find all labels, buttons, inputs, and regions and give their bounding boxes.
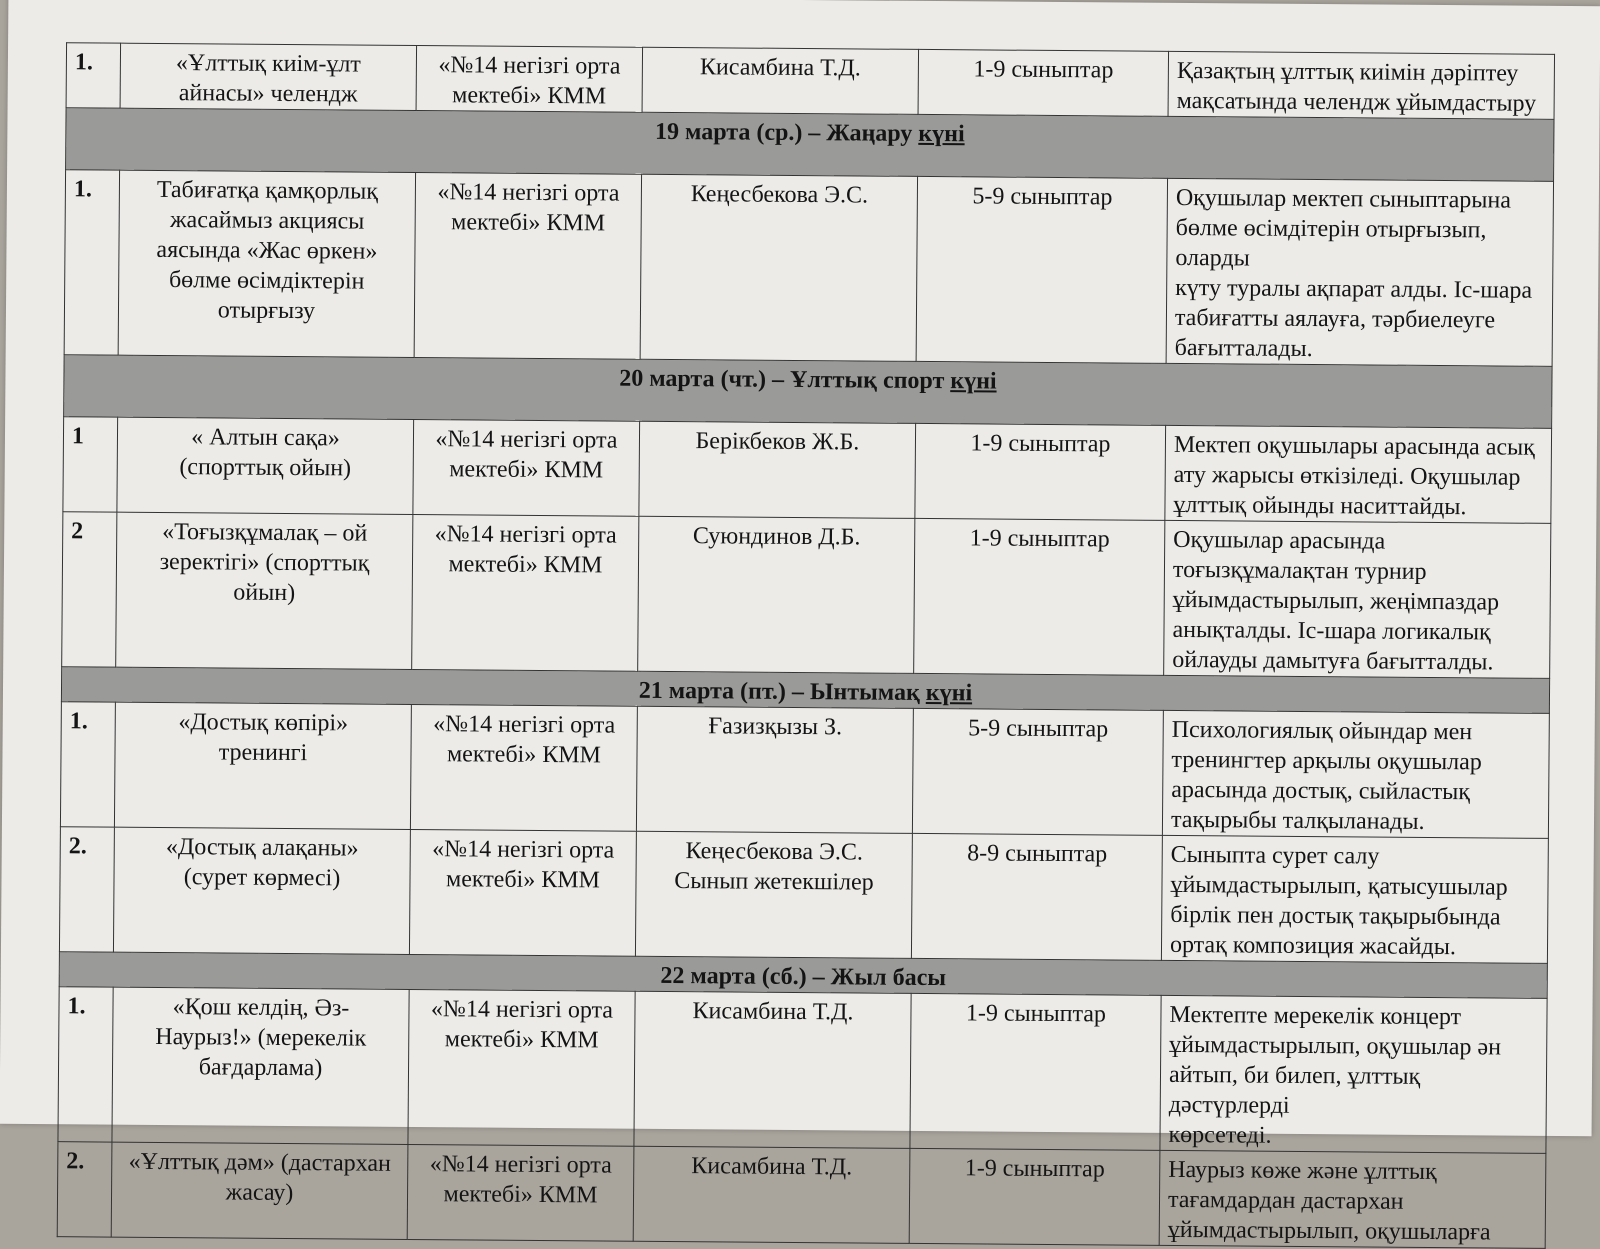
text-line: Берікбеков Ж.Б. [648, 426, 907, 458]
responsible-cell [633, 1146, 910, 1243]
text-line: Психологиялық ойындар мен [1172, 715, 1541, 748]
organization-cell [409, 829, 636, 956]
text-line: тренингтер арқылы оқушылар [1171, 745, 1540, 778]
text-line: жасау) [120, 1177, 399, 1209]
text-line: бағдарлама) [121, 1052, 400, 1084]
row-number: 2. [59, 827, 114, 952]
text-line: «№14 негізгі орта [417, 994, 626, 1026]
text-line: бөлме өсімдітерін отырғызып, оларды [1175, 213, 1544, 276]
organization-cell [412, 514, 639, 671]
text-line: Оқушылар мектеп сыныптарына [1176, 183, 1545, 216]
text-line: жасаймыз акциясы [128, 205, 407, 237]
text-line: Ғазизқызы З. [646, 711, 905, 743]
day-header-underlined: күні [950, 368, 997, 394]
day-header-underlined: күні [918, 121, 965, 147]
text-line: Суюндинов Д.Б. [647, 521, 906, 553]
grades-cell: 1-9 сыныптар [909, 1148, 1160, 1245]
text-line: «№14 негізгі орта [422, 424, 631, 456]
text-line: «№14 негізгі орта [419, 834, 628, 866]
text-line: табиғатты аялауға, тәрбиелеуге [1175, 303, 1544, 336]
text-line: зеректігі» (спорттық [125, 547, 404, 579]
text-line: мектебі» КММ [419, 739, 628, 771]
responsible-cell [638, 516, 915, 673]
text-line: ұлттық ойынды наситтайды. [1173, 490, 1542, 523]
grades-cell: 1-9 сыныптар [910, 993, 1161, 1150]
result-description-cell [1162, 710, 1549, 838]
text-line: мектебі» КММ [416, 1179, 625, 1211]
event-title-cell [120, 43, 417, 110]
day-header-text: 22 марта (сб.) – Жыл басы [660, 963, 946, 991]
grades-cell: 1-9 сыныптар [918, 49, 1169, 116]
text-line: (спорттық ойын) [126, 452, 405, 484]
row-number: 1. [66, 43, 121, 108]
result-description-cell [1164, 520, 1551, 678]
text-line: мектебі» КММ [425, 80, 634, 112]
text-line: мектебі» КММ [421, 549, 630, 581]
text-line: тренингі [123, 737, 402, 769]
organization-cell [414, 172, 641, 359]
day-header-underlined: күні [926, 680, 973, 706]
text-line: «№14 негізгі орта [420, 709, 629, 741]
event-row [59, 827, 1548, 964]
organization-cell [416, 45, 643, 112]
responsible-cell [642, 47, 919, 114]
event-title-cell [117, 417, 414, 514]
event-title-cell [114, 702, 411, 829]
row-number: 1. [64, 170, 119, 355]
event-row [63, 417, 1552, 524]
organization-cell [413, 419, 640, 516]
text-line: күту туралы ақпарат алды. Іс-шара [1175, 273, 1544, 306]
text-line: «№14 негізгі орта [421, 519, 630, 551]
text-line: Сынып жетекшілер [644, 866, 903, 898]
text-line: арасында достық, сыйластық [1171, 775, 1540, 808]
text-line: «Ұлттық дәм» (дастархан [120, 1147, 399, 1179]
text-line: ойлауды дамытуға бағытталды. [1172, 645, 1541, 678]
text-line: (сурет көрмесі) [122, 862, 401, 894]
text-line: айнасы» челендж [129, 78, 408, 110]
result-description-cell [1166, 178, 1553, 366]
text-line: мектебі» КММ [417, 1024, 626, 1056]
text-line: ату жарысы өткізіледі. Оқушылар [1174, 460, 1543, 493]
text-line: мектебі» КММ [418, 864, 627, 896]
event-row [60, 702, 1549, 839]
organization-cell [410, 704, 637, 831]
day-header-text: 20 марта (чт.) – Ұлттық спорт [619, 366, 950, 395]
text-line: ортақ композиция жасайды. [1170, 930, 1539, 963]
grades-cell: 5-9 сыныптар [912, 708, 1163, 835]
day-header-text: 19 марта (ср.) – Жаңару [655, 119, 918, 147]
text-line: мектебі» КММ [422, 454, 631, 486]
text-line: мектебі» КММ [424, 207, 633, 239]
result-description-cell [1159, 1150, 1546, 1248]
text-line: Табиғатқа қамқорлық [128, 175, 407, 207]
text-line: тоғызқұмалақтан турнир [1173, 555, 1542, 588]
event-row [64, 170, 1553, 367]
text-line: Сыныпта сурет салу [1171, 840, 1540, 873]
text-line: «Достық көпірі» [124, 707, 403, 739]
event-title-cell [118, 170, 415, 357]
text-line: ұйымдастырылып, жеңімпаздар [1173, 585, 1542, 618]
event-schedule-table [57, 42, 1555, 1249]
text-line: «Ұлттық киім-ұлт [129, 48, 408, 80]
text-line: Мектепте мерекелік концерт [1169, 1000, 1538, 1033]
day-header-row [66, 108, 1554, 182]
text-line: бөлме өсімдіктерін [127, 265, 406, 297]
text-line: Наурыз!» (мерекелік [121, 1022, 400, 1054]
text-line: «Тоғызқұмалақ – ой [125, 517, 404, 549]
text-line: Кисамбина Т.Д. [651, 52, 910, 84]
grades-cell: 1-9 сыныптар [914, 518, 1165, 675]
row-number: 1. [60, 702, 115, 827]
day-header [64, 355, 1552, 429]
text-line: ойын) [125, 577, 404, 609]
text-line: «№14 негізгі орта [424, 177, 633, 209]
text-line: Наурыз көже және ұлттық [1168, 1155, 1537, 1188]
text-line: аясында «Жас өркен» [127, 235, 406, 267]
text-line: бірлік пен достық тақырыбында [1170, 900, 1539, 933]
event-title-cell [116, 512, 413, 669]
text-line: «Достық алақаны» [123, 832, 402, 864]
text-line: Кеңесбекова Э.С. [645, 836, 904, 868]
event-title-cell [113, 827, 410, 954]
row-number: 1. [58, 987, 113, 1142]
row-number: 2 [62, 512, 117, 667]
text-line: Қазақтың ұлттық киімін дәріптеу [1177, 56, 1546, 89]
text-line: Кисамбина Т.Д. [643, 996, 902, 1028]
text-line: «Қош келдің, Әз- [121, 992, 400, 1024]
text-line: Кеңесбекова Э.С. [650, 179, 909, 211]
responsible-cell [634, 991, 911, 1148]
text-line: « Алтын сақа» [126, 422, 405, 454]
event-row [57, 1142, 1546, 1249]
text-line: анықталды. Іс-шара логикалық [1172, 615, 1541, 648]
text-line: ұйымдастырылып, қатысушылар [1170, 870, 1539, 903]
grades-cell: 1-9 сыныптар [915, 423, 1166, 520]
result-description-cell [1168, 51, 1554, 119]
result-description-cell [1165, 425, 1552, 523]
event-row [66, 43, 1554, 120]
text-line: мақсатында челендж ұйымдастыру [1177, 86, 1546, 119]
text-line: Оқушылар арасында [1173, 525, 1542, 558]
responsible-cell [640, 174, 917, 361]
text-line: «№14 негізгі орта [425, 50, 634, 82]
result-description-cell [1160, 995, 1547, 1153]
text-line: көрсетеді. [1168, 1120, 1537, 1153]
result-description-cell [1161, 835, 1548, 963]
responsible-cell [636, 706, 913, 833]
text-line: ұйымдастырылып, оқушылар ән [1169, 1030, 1538, 1063]
row-number: 2. [57, 1142, 112, 1237]
responsible-cell [635, 831, 912, 958]
organization-cell [407, 1144, 634, 1241]
event-title-cell [111, 1142, 408, 1239]
day-header-text: 21 марта (пт.) – Ынтымақ [639, 678, 926, 706]
responsible-cell [639, 421, 916, 518]
text-line: Кисамбина Т.Д. [642, 1151, 901, 1183]
event-row [58, 987, 1547, 1154]
event-row [62, 512, 1551, 679]
event-title-cell [112, 987, 409, 1144]
grades-cell: 5-9 сыныптар [916, 176, 1167, 363]
text-line: Мектеп оқушылары арасында асық [1174, 430, 1543, 463]
text-line: ұйымдастырылып, оқушыларға [1168, 1215, 1537, 1248]
text-line: тағамдардан дастархан [1168, 1185, 1537, 1218]
text-line: айтып, би билеп, ұлттық дәстүрлерді [1169, 1060, 1538, 1123]
text-line: отырғызу [127, 295, 406, 327]
organization-cell [408, 989, 635, 1146]
day-header-row [64, 355, 1552, 429]
row-number: 1 [63, 417, 118, 512]
text-line: «№14 негізгі орта [416, 1149, 625, 1181]
grades-cell: 8-9 сыныптар [911, 833, 1162, 960]
day-header [66, 108, 1554, 182]
text-line: тақырыбы талқыланады. [1171, 805, 1540, 838]
text-line: бағытталады. [1175, 333, 1544, 366]
